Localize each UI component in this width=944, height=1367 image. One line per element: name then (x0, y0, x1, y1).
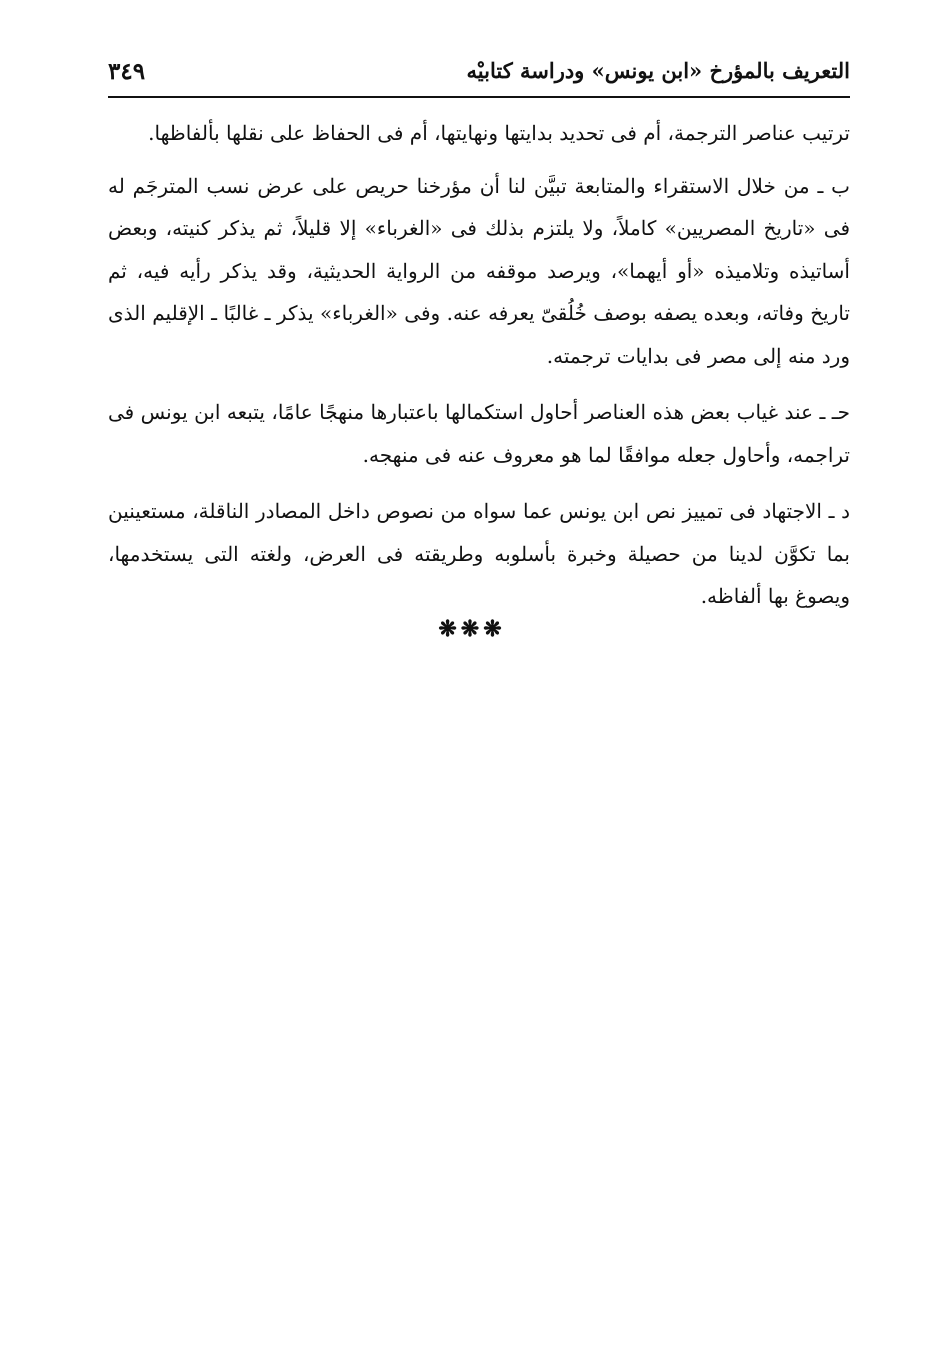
section-separator: ❋❋❋ (438, 616, 506, 642)
paragraph-intro-continuation: ترتيب عناصر الترجمة، أم فى تحديد بدايتها ونهايتها، أم فى الحفاظ على نقلها بألفاظها. (148, 121, 850, 145)
body-text (108, 112, 850, 618)
paragraph-d: د ـ الاجتهاد فى تمييز نص ابن يونس عما سواه من نصوص داخل المصادر الناقلة، مستعينين بما تكوَّن لدينا من حصيلة وخبرة بأسلوبه وطريقته فى العرض، ولغته التى يستخدمها، ويصوغ بها ألفاظه. (108, 499, 850, 608)
running-title: التعريف بالمؤرخ «ابن يونس» ودراسة كتابيْه (466, 58, 850, 83)
page-header (108, 58, 850, 94)
header-rule (108, 96, 850, 98)
paragraph-b: ب ـ من خلال الاستقراء والمتابعة تبيَّن لنا أن مؤرخنا حريص على عرض نسب المترجَم له فى «تاريخ المصريين» كاملاً، ولا يلتزم بذلك فى «الغرباء» إلا قليلاً، ثم يذكر كنيته، وبعض أساتيذه وتلاميذه «أو أيهما»، ويرصد موقفه من الرواية الحديثية، وقد يذكر رأيه فيه، ثم تاريخ وفاته، وبعده يصفه بوصف خُلُقىّ يعرفه عنه. وفى «الغرباء» يذكر ـ غالبًا ـ الإقليم الذى ورد منه إلى مصر فى بدايات ترجمته. (108, 173, 851, 368)
paragraph-h: حـ ـ عند غياب بعض هذه العناصر أحاول استكمالها باعتبارها منهجًا عامًا، يتبعه ابن يونس فى تراجمه، وأحاول جعله موافقًا لما هو معروف عنه فى منهجه. (108, 400, 850, 467)
page-number: ٣٤٩ (108, 58, 146, 85)
